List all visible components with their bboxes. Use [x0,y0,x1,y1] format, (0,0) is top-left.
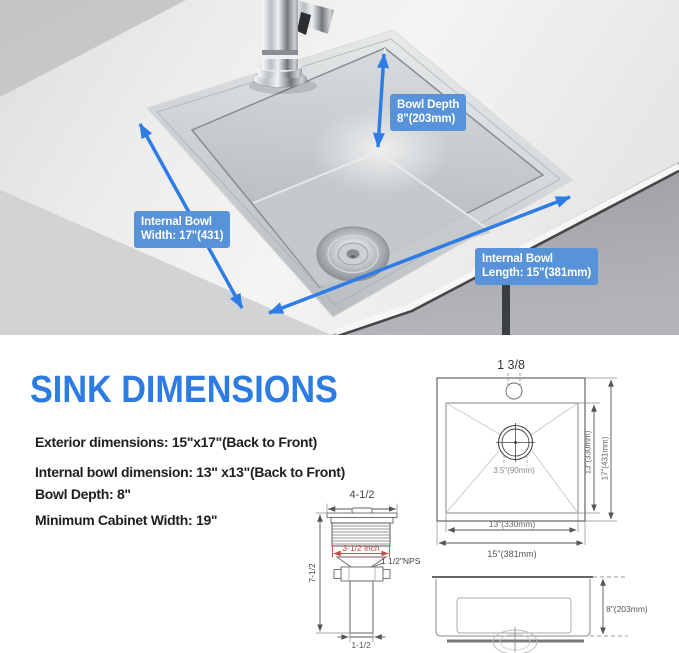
bowl-depth-label [390,94,466,131]
bowl-l2r-dim: 13"(330mm) [488,519,536,529]
top-view-bowl [446,403,578,513]
basket-diameter-dim-text: 3-1/2 inch [342,543,380,553]
thread-type-dim: 1 1/2"NPS [381,556,421,566]
bowl-depth-label-line1: Bowl Depth [397,99,460,111]
internal-width-label-line2: Width: 17"(431) [141,230,224,243]
internal-width-label-line1: Internal Bowl [141,216,212,228]
side-depth-dim: 8"(203mm) [606,604,648,614]
spec-exterior-dimensions: Exterior dimensions: 15"x17"(Back to Front) [35,434,318,450]
drain-assembly-drawing [316,504,397,642]
exterior-l2r-dim: 15"(381mm) [487,549,537,559]
exterior-f2b-dim: 17"(431mm) [600,436,610,481]
spec-internal-bowl-dimension: Internal bowl dimension: 13" x13"(Back to Front) [35,464,346,480]
side-view-drawing [432,577,628,653]
tailpiece-width-dim: 1-1/2 [351,640,371,650]
overall-height-dim: 7-1/2 [307,563,317,583]
drain [317,227,389,281]
bowl-depth-label-line2: 8"(203mm) [397,113,456,126]
drain-opening-dim: 3.5"(90mm) [493,466,535,475]
bowl-f2b-dim: 13"(330mm) [583,430,593,475]
page-title: SINK DIMENSIONS [30,369,338,411]
tailpiece [350,581,373,633]
internal-length-label-line1: Internal Bowl [482,253,553,265]
locknut [341,567,383,581]
flange-width-dim: 4-1/2 [349,489,375,501]
spec-minimum-cabinet-width: Minimum Cabinet Width: 19" [35,512,218,528]
internal-length-label [475,248,598,285]
internal-width-label [134,211,230,248]
spec-bowl-depth: Bowl Depth: 8" [35,486,131,502]
side-view-body [436,579,590,636]
internal-length-label-line2: Length: 15"(381mm) [482,267,592,280]
faucet-hole-dim: 1 3/8 [497,358,525,372]
